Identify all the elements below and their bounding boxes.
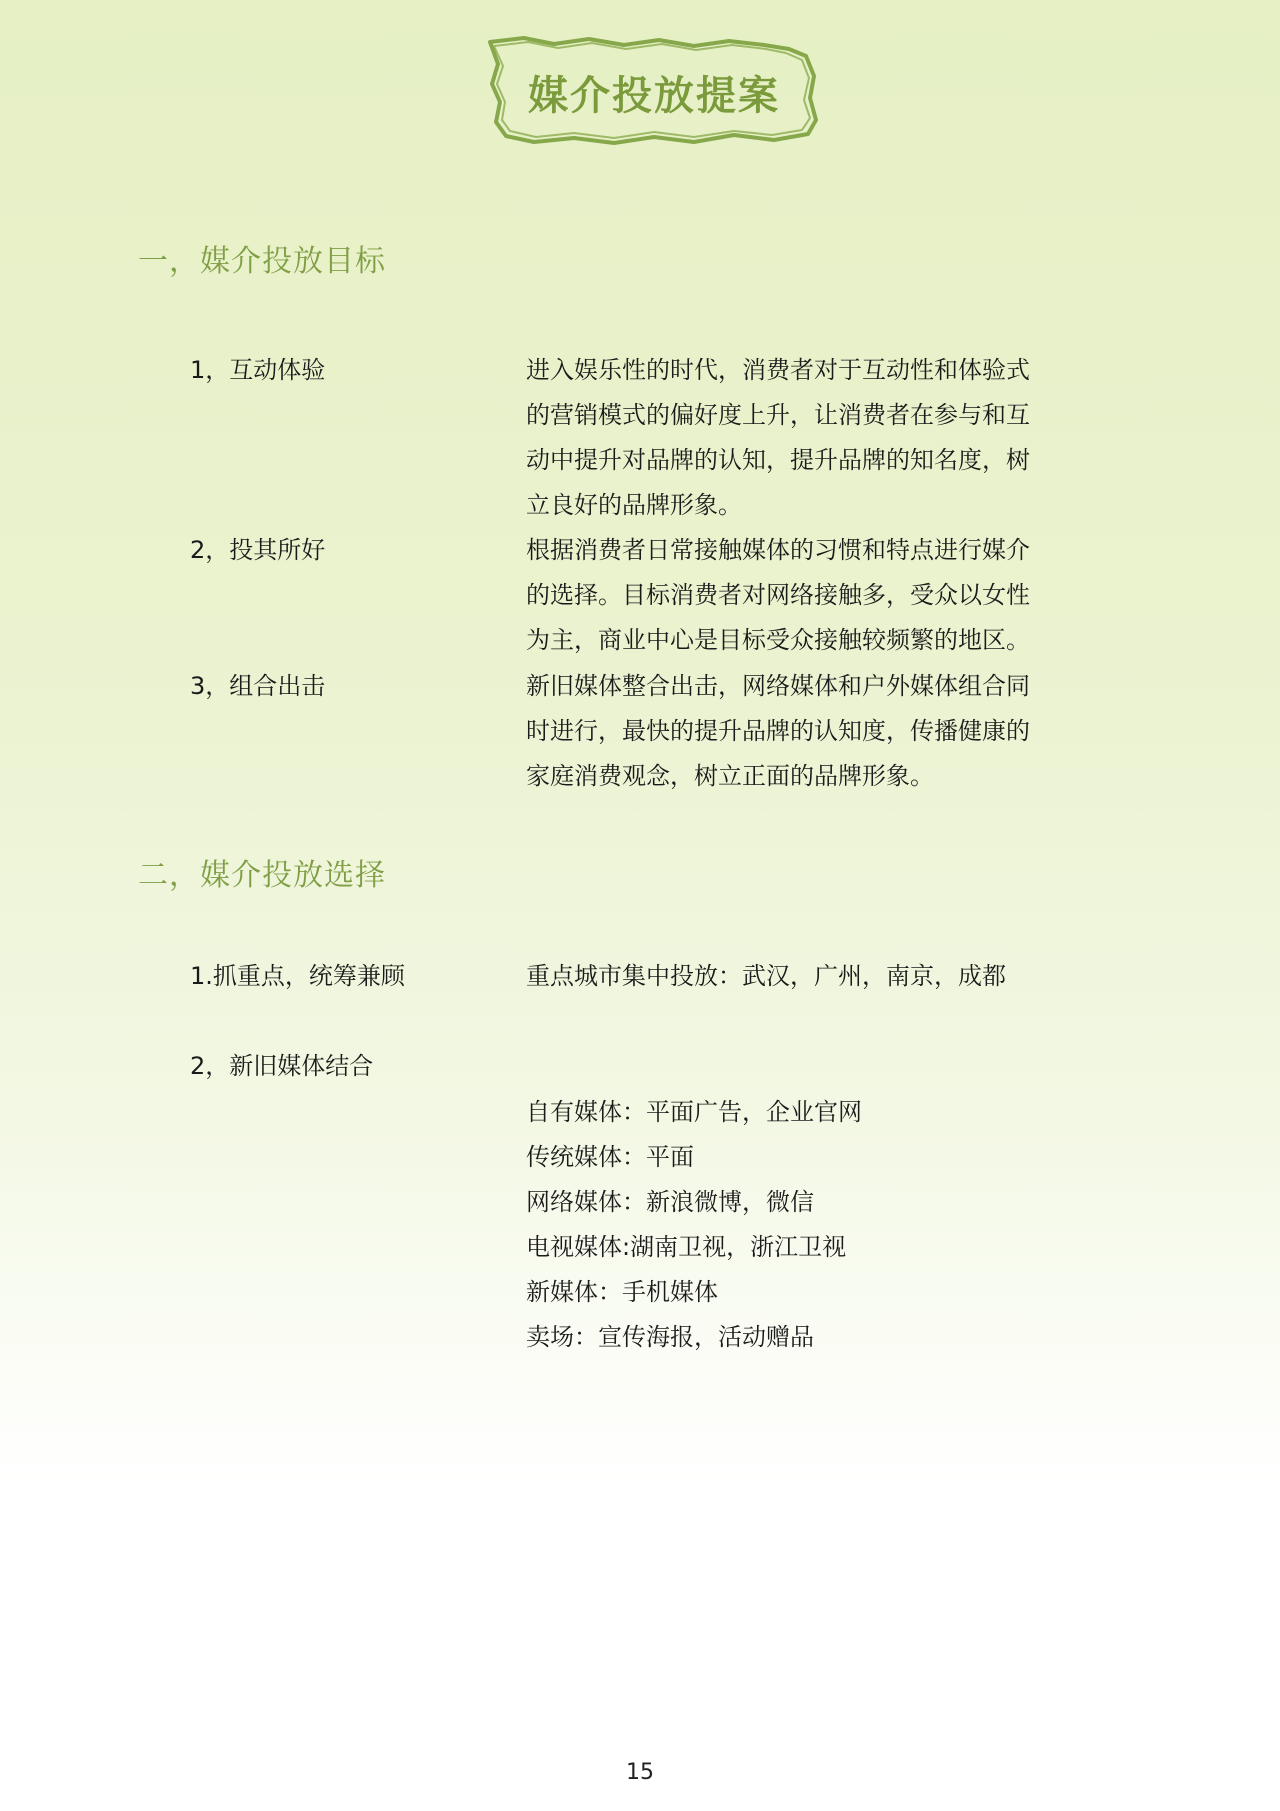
media-list-item: 自有媒体：平面广告，企业官网 <box>526 1098 862 1126</box>
goal-item-label: 2，投其所好 <box>190 536 326 564</box>
description-line: 新旧媒体整合出击，网络媒体和户外媒体组合同 <box>526 672 1030 700</box>
description-line: 家庭消费观念，树立正面的品牌形象。 <box>526 762 934 790</box>
selection-item-label: 1.抓重点，统筹兼顾 <box>190 962 405 990</box>
description-line: 立良好的品牌形象。 <box>526 491 742 519</box>
media-list-item: 新媒体：手机媒体 <box>526 1278 718 1306</box>
description-line: 时进行，最快的提升品牌的认知度，传播健康的 <box>526 717 1030 745</box>
description-line: 的营销模式的偏好度上升，让消费者在参与和互 <box>526 401 1030 429</box>
description-line: 为主，商业中心是目标受众接触较频繁的地区。 <box>526 626 1030 654</box>
description-line: 动中提升对品牌的认知，提升品牌的知名度，树 <box>526 446 1030 474</box>
selection-item-label: 2，新旧媒体结合 <box>190 1052 374 1080</box>
page-title: 媒介投放提案 <box>528 72 780 119</box>
description-line: 重点城市集中投放：武汉，广州，南京，成都 <box>526 962 1006 990</box>
page-number: 15 <box>626 1760 654 1785</box>
description-line: 进入娱乐性的时代，消费者对于互动性和体验式 <box>526 356 1030 384</box>
section-heading-selection: 二，媒介投放选择 <box>138 858 386 893</box>
section-heading-goals: 一，媒介投放目标 <box>138 244 386 279</box>
title-frame <box>484 36 824 148</box>
media-list <box>526 1090 1086 1360</box>
goal-item-description <box>526 348 1086 528</box>
media-list-item: 传统媒体：平面 <box>526 1143 694 1171</box>
media-list-item: 网络媒体：新浪微博，微信 <box>526 1188 814 1216</box>
goal-item-description <box>526 528 1086 663</box>
selection-item-description <box>526 954 1086 999</box>
goal-item-label: 3，组合出击 <box>190 672 326 700</box>
media-list-item: 电视媒体:湖南卫视，浙江卫视 <box>526 1233 847 1261</box>
goal-item-description <box>526 664 1086 799</box>
goal-item-label: 1，互动体验 <box>190 356 326 384</box>
description-line: 根据消费者日常接触媒体的习惯和特点进行媒介 <box>526 536 1030 564</box>
description-line: 的选择。目标消费者对网络接触多，受众以女性 <box>526 581 1030 609</box>
media-list-item: 卖场：宣传海报，活动赠品 <box>526 1323 814 1351</box>
